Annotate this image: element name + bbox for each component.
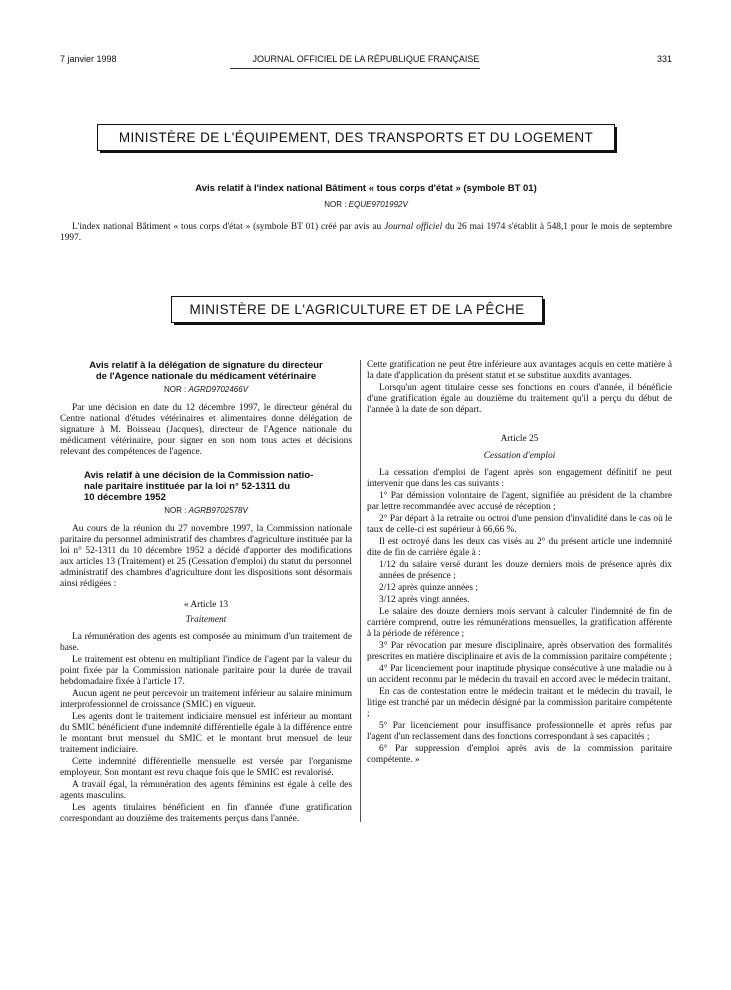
right-para: 2° Par départ à la retraite ou octroi d'une pension d'invalidité dans le cas où le taux de celle-ci est supérieur à 66,66 %. [367,514,672,535]
traitement-heading: Traitement [185,615,227,625]
ministry-equipement-box [97,124,615,151]
avis-commission-title-line1: Avis relatif à une décision de la Commission natio- [84,470,314,481]
right-para: 4° Par licenciement pour inaptitude physique consécutive à une maladie ou à un accident reconnu par le médecin du travail en accord avec le médecin traitant. [367,664,672,685]
avis-delegation-body: Par une décision en date du 12 décembre 1997, le directeur général du Centre national d'études vétérinaires et alimentaires donne délégation de signature à M. Boisseau (Jacques), directeur de l'Agence nationale du médicament vétérinaire, pour signer en son nom tous actes et décisions relevant des compétences de l'agence. [60,403,352,457]
avis-bt01-nor [60,200,672,209]
avis-delegation-nor [60,384,352,395]
right-para: La cessation d'emploi de l'agent après son engagement définitif ne peut intervenir que dans les cas suivants : [367,468,672,489]
nor-code: AGRB9702578V [188,506,248,515]
avis-commission-nor [60,505,352,516]
avis-bt01-body-part1: L'index national Bâtiment « tous corps d'état » (symbole BT 01) créé par avis au [72,222,385,232]
left-para: Le traitement est obtenu en multipliant l'indice de l'agent par la valeur du point fixée par la Commission nationale paritaire pour la durée de travail hebdomadaire fixée à l'article 17. [60,655,352,687]
ministry-agriculture-box [171,296,543,323]
header-rule [230,68,480,69]
header-date: 7 janvier 1998 [60,54,117,64]
avis-commission-intro: Au cours de la réunion du 27 novembre 1997, la Commission nationale paritaire du personnel administratif des chambres d'agriculture instituée par la loi n° 52-1311 du 10 décembre 1952 a décidé d'apporter des modifications aux articles 13 (Traitement) et 25 (Cessation d'emploi) du statut du personnel administratif des chambres d'agriculture dont les dispositions sont désormais ainsi rédigées : [60,524,352,589]
left-para: Aucun agent ne peut percevoir un traitement inférieur au salaire minimum interprofessionnel de croissance (SMIC) en vigueur. [60,689,352,710]
running-head [60,54,672,68]
left-para: La rémunération des agents est composée au minimum d'un traitement de base. [60,632,352,653]
right-column [367,360,672,767]
avis-delegation-title-line2: de l'Agence nationale du médicament vétérinaire [95,371,317,382]
column-divider [360,360,361,822]
right-para: Le salaire des douze derniers mois servant à calculer l'indemnité de fin de carrière comprend, outre les rémunérations mensuelles, la gratification afférente à la période de référence ; [367,607,672,639]
header-journal-title: JOURNAL OFFICIEL DE LA RÉPUBLIQUE FRANÇAISE [252,54,480,64]
avis-bt01-body-journal: Journal officiel [384,222,443,232]
avis-bt01-title: Avis relatif à l'index national Bâtiment « tous corps d'état » (symbole BT 01) [195,183,537,194]
left-para: A travail égal, la rémunération des agents féminins est égale à celle des agents masculins. [60,780,352,801]
nor-label: NOR : [164,506,187,515]
article-13-heading: « Article 13 [183,600,229,610]
left-para: Cette indemnité différentielle mensuelle est versée par l'organisme employeur. Son montant est revu chaque fois que le SMIC est revalorisé. [60,757,352,778]
avis-commission-title-line3: 10 décembre 1952 [84,492,166,503]
avis-bt01-body-part2: du 26 mai 1974 s'établit à 548,1 pour le mois de septembre 1997. [60,222,672,243]
cessation-heading: Cessation d'emploi [483,451,556,461]
nor-code: AGRD9702466V [188,385,249,394]
nor-label: NOR : [163,385,187,394]
left-para: Les agents titulaires bénéficient en fin d'année d'une gratification correspondant au douzième des traitements perçus dans l'année. [60,803,352,824]
ministry-agriculture-title: MINISTÈRE DE L'AGRICULTURE ET DE LA PÊCHE [189,302,525,317]
right-sub-item: 2/12 après quinze années ; [379,583,478,593]
right-sub-item: 3/12 après vingt années. [379,595,470,605]
right-para: Cette gratification ne peut être inférieure aux avantages acquis en cette matière à la date d'application du présent statut et se substitue auxdits avantages. [367,360,672,381]
header-page-number: 331 [656,54,672,64]
right-sub-item: 1/12 du salaire versé durant les douze derniers mois de présence après dix années de présence ; [379,560,672,581]
right-para: 1° Par démission volontaire de l'agent, signifiée au président de la chambre par lettre recommandée avec accusé de réception ; [367,491,672,512]
left-column [60,360,352,826]
avis-delegation-title-line1: Avis relatif à la délégation de signature du directeur [89,360,323,371]
nor-label: NOR : [324,200,347,209]
right-para: Lorsqu'un agent titulaire cesse ses fonctions en cours d'année, il bénéficie d'une gratification égale au douzième du traitement qu'il a perçu du début de l'année à la date de son départ. [367,383,672,415]
left-para: Les agents dont le traitement indiciaire mensuel est inférieur au montant du SMIC bénéficient d'une indemnité différentielle égale à la différence entre le montant brut mensuel du SMIC et le montant brut mensuel de leur traitement indiciaire. [60,712,352,755]
ministry-equipement-title: MINISTÈRE DE L'ÉQUIPEMENT, DES TRANSPORTS ET DU LOGEMENT [118,130,594,145]
avis-bt01-body [60,222,672,244]
right-para: En cas de contestation entre le médecin traitant et le médecin du travail, le litige est tranché par un médecin désigné par la commission paritaire compétente ; [367,687,672,719]
right-para: Il est octroyé dans les deux cas visés au 2° du présent article une indemnité dite de fin de carrière égale à : [367,537,672,558]
right-para: 6° Par suppression d'emploi après avis de la commission paritaire compétente. » [367,744,672,765]
avis-delegation-title [60,360,352,382]
right-para: 3° Par révocation par mesure disciplinaire, après observation des formalités prescrites en matière disciplinaire et avis de la commission paritaire compétente ; [367,641,672,662]
article-25-heading: Article 25 [500,434,539,444]
nor-code: EQUE9701992V [348,200,408,209]
right-para: 5° Par licenciement pour insuffisance professionnelle et après refus par l'agent d'un reclassement dans des fonctions correspondant à ses capacités ; [367,721,672,742]
avis-commission-title-line2: nale paritaire instituée par la loi n° 52-1311 du [84,481,291,492]
avis-commission-title [60,470,352,503]
